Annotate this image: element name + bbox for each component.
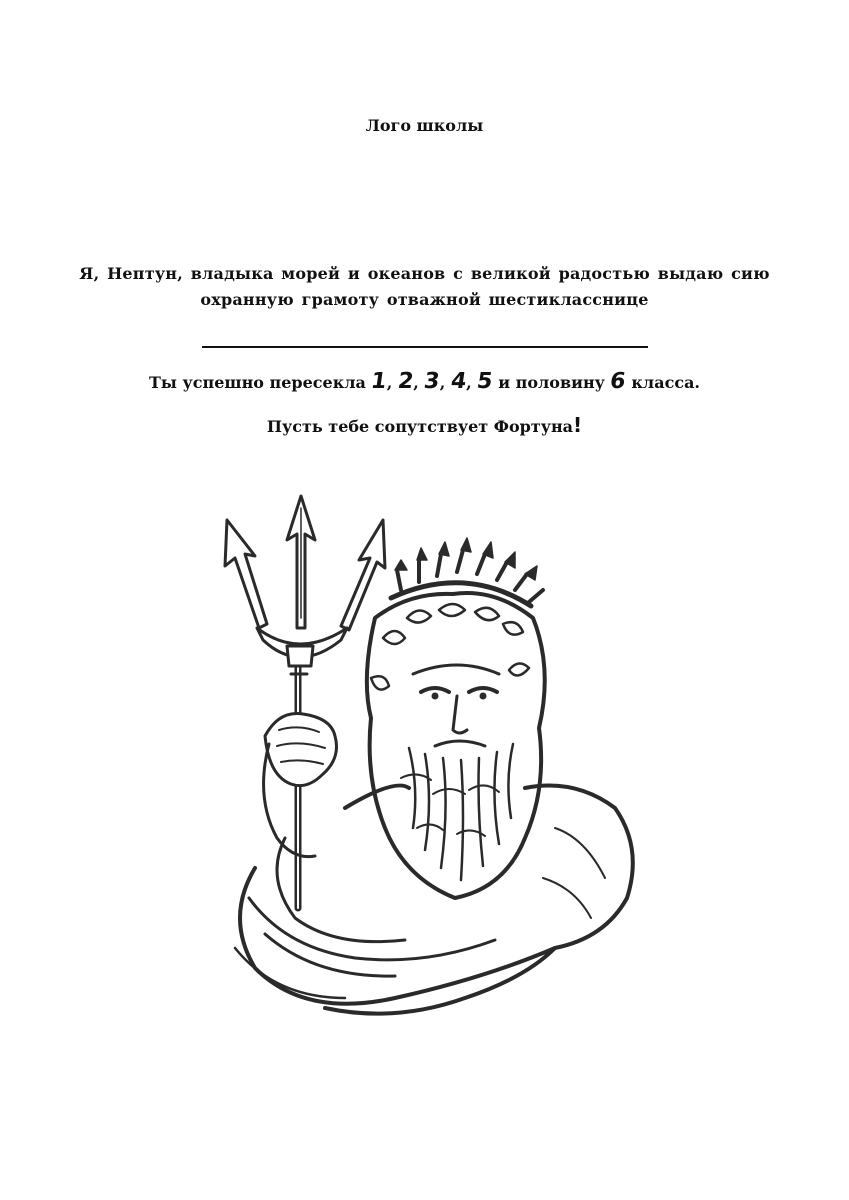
wish-text bbox=[0, 413, 849, 439]
school-logo-placeholder: Лого школы bbox=[365, 116, 484, 135]
grade-number-2: 2 bbox=[396, 369, 416, 394]
trident-icon bbox=[225, 496, 385, 908]
separator: , bbox=[466, 373, 478, 392]
achievement-suffix: класса. bbox=[631, 373, 700, 392]
wish-main: Пусть тебе сопутствует Фортуна bbox=[266, 417, 574, 436]
grade-number-4: 4 bbox=[449, 369, 468, 394]
neptune-illustration bbox=[195, 478, 695, 1038]
declaration-text bbox=[0, 261, 849, 313]
separator: , bbox=[386, 373, 398, 392]
separator: , bbox=[439, 373, 451, 392]
achievement-prefix: Ты успешно пересекла bbox=[148, 373, 366, 392]
wish-exclamation: ! bbox=[573, 413, 583, 437]
grade-number-1: 1 bbox=[369, 369, 389, 394]
grade-number-6: 6 bbox=[608, 369, 628, 394]
grade-number-3: 3 bbox=[422, 369, 442, 394]
achievement-middle: и половину bbox=[498, 373, 605, 392]
achievement-text bbox=[0, 370, 849, 395]
grade-number-5: 5 bbox=[475, 369, 495, 394]
separator: , bbox=[413, 373, 425, 392]
head-hair bbox=[367, 593, 545, 898]
declaration-line-2: охранную грамоту отважной шестикласснице bbox=[200, 290, 649, 309]
declaration-line-1: Я, Нептун, владыка морей и океанов с великой радостью выдаю сию bbox=[79, 264, 770, 283]
hand bbox=[265, 713, 337, 785]
name-signature-line bbox=[202, 346, 648, 348]
